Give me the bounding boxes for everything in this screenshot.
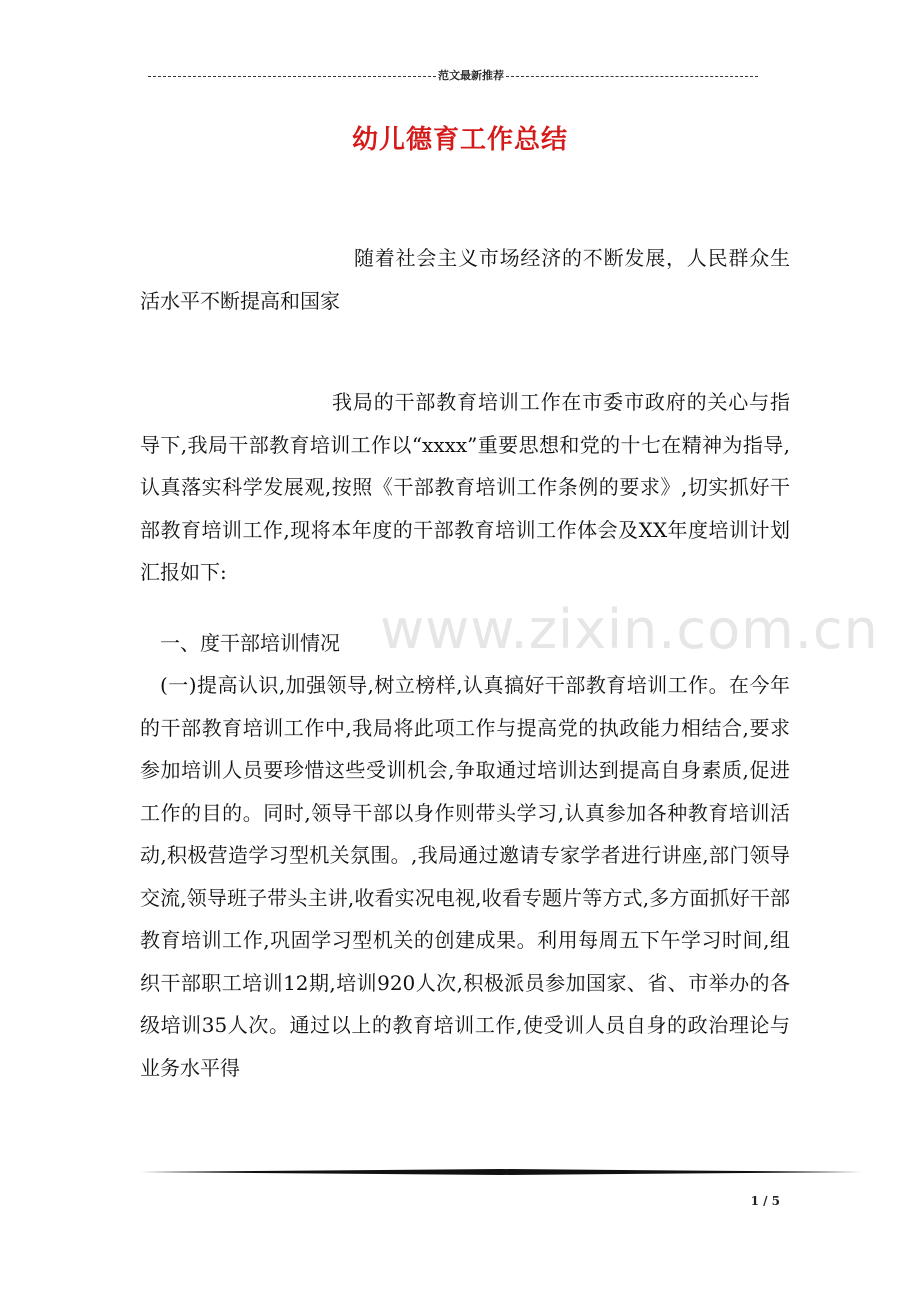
header-label: 范文最新推荐 xyxy=(438,69,504,82)
section-heading: 一、度干部培训情况 xyxy=(160,631,340,655)
paragraph-section-body: (一)提高认识,加强领导,树立榜样,认真搞好干部教育培训工作。在今年的干部教育培训工作中,我局将此项工作与提高党的执政能力相结合,要求参加培训人员要珍惜这些受训机会,争取通过培训达到提高自身素质,促进工作的目的。同时,领导干部以身作则带头学习,认真参加各种教育培训活动,积极营造学习型机关氛围。,我局通过邀请专家学者进行讲座,部门领导交流,领导班子带头主讲,收看实况电视,收看专题片等方式,多方面抓好干部教育培训工作,巩固学习型机关的创建成果。利用每周五下午学习时间,组织干部职工培训12期,培训920人次,积极派员参加国家、省、市举办的各级培训35人次。通过以上的教育培训工作,使受训人员自身的政治理论与业务水平得 xyxy=(140,673,790,1080)
header-dash-left xyxy=(148,76,436,77)
paragraph-intro: 随着社会主义市场经济的不断发展，人民群众生活水平不断提高和国家 xyxy=(140,246,790,313)
page-header xyxy=(138,68,768,84)
paragraph-main: 我局的干部教育培训工作在市委市政府的关心与指导下,我局干部教育培训工作以“xxxx”重要思想和党的十七在精神为指导,认真落实科学发展观,按照《干部教育培训工作条例的要求》,切实抓好干部教育培训工作,现将本年度的干部教育培训工作体会及XX年度培训计划汇报如下: xyxy=(140,390,790,584)
document-title: 幼儿德育工作总结 xyxy=(351,125,568,155)
footer-rule xyxy=(140,1168,862,1176)
header-dash-right xyxy=(506,76,758,77)
page-number: 1 / 5 xyxy=(750,1194,780,1208)
watermark: www.zixin.com.cn xyxy=(380,598,879,661)
